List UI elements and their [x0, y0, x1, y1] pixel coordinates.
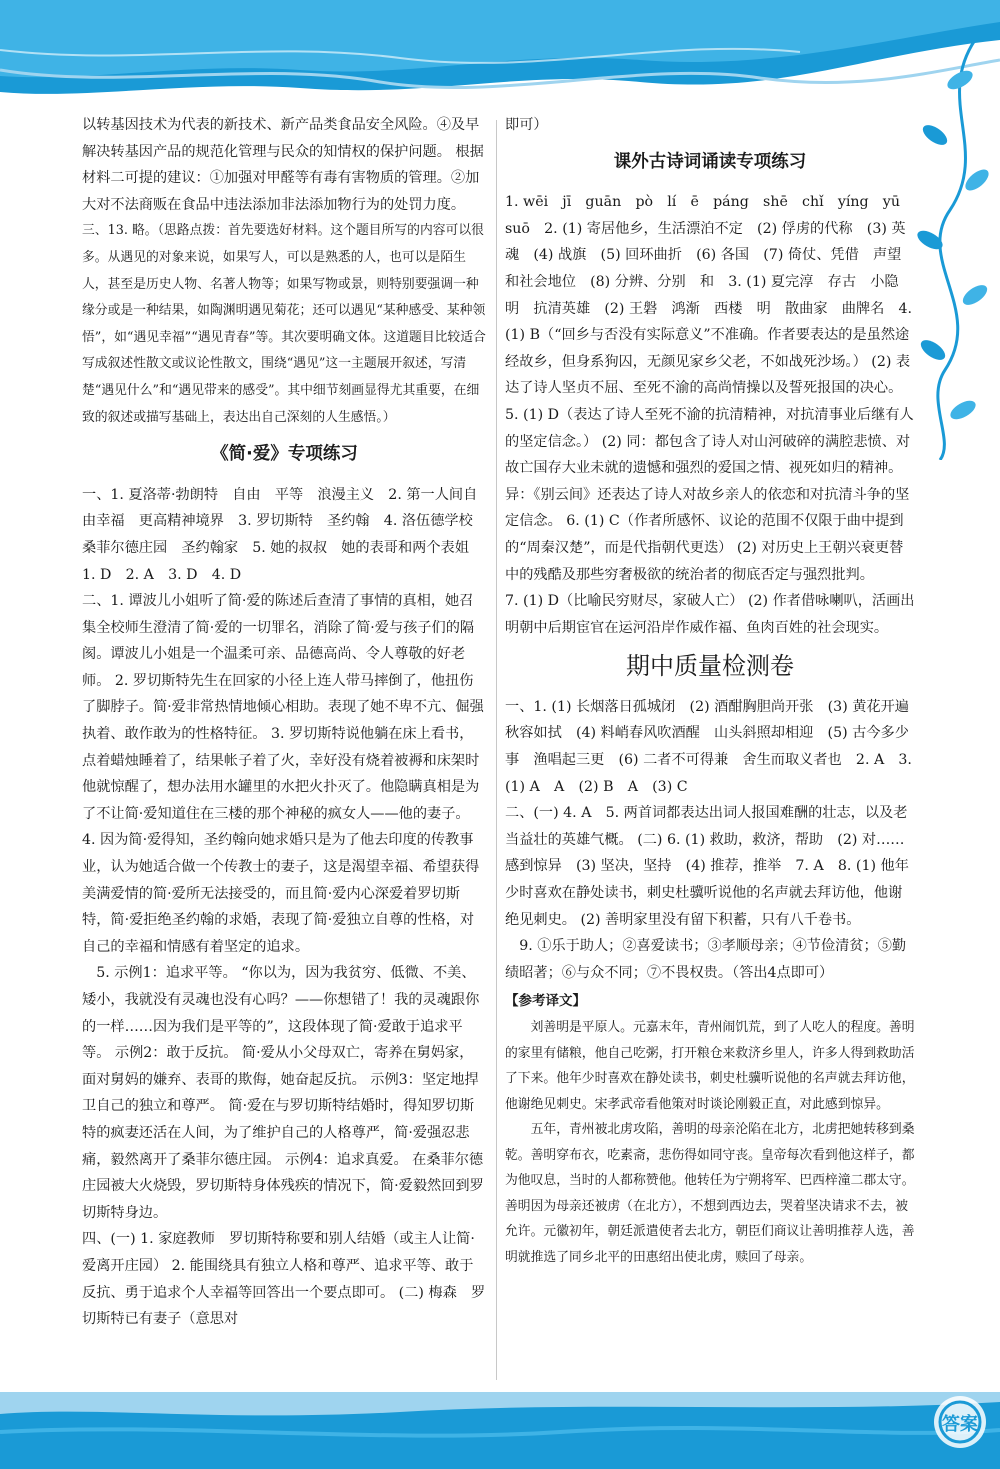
badge-text: 答案 [942, 1414, 978, 1435]
right-column [505, 112, 924, 1270]
left-paragraph-5: 二、1. 谭波儿小姐听了简·爱的陈述后查清了事情的真相，她召集全校师生澄清了简·爱的一切罪名，消除了简·爱与孩子们的隔阂。谭波儿小姐是一个温柔可亲、品德高尚、令人尊敬的好老师。 2. 罗切斯特先生在回家的小径上连人带马摔倒了，他扭伤了脚脖子。简·爱非常热情地倾心相助。表现了她不卑不亢、倔强执着、敢作敢为的性格特征。 3. 罗切斯特说他躺在床上看书，点着蜡烛睡着了，结果帐子着了火，幸好没有烧着被褥和床架时他就惊醒了，想办法用水罐里的水把火扑灭了。他隐瞒真相是为了不让简·爱知道住在三楼的那个神秘的疯女人——他的妻子。 4. 因为简·爱得知，圣约翰向她求婚只是为了他去印度的传教事业，认为她适合做一个传教士的妻子，这是渴望幸福、希望获得美满爱情的简·爱所无法接受的，而且简·爱内心深爱着罗切斯特，简·爱拒绝圣约翰的求婚，表现了简·爱独立自尊的性格，对自己的幸福和情感有着坚定的追求。 [82, 593, 484, 955]
right-paragraph-1: 1. wēi jī guān pò lí ē páng shē chǐ yíng yū suō 2. (1) 寄居他乡，生活漂泊不定 (2) 俘虏的代称 (3) 英魂 (4) 战旗 (5) 回环曲折 (6) 各国 (7) 倚仗、凭借 声望和社会地位 (8) 分辨、分别 和 3. (1) 夏完淳 存古 小隐 明 抗清英雄 (2) 王磐 鸿渐 西楼 明 散曲家 曲牌名 4. (1) B（“回乡与否没有实际意义”不准确。作者要表达的是虽然途经故乡，但身系狗囚，无颜见家乡父老，不如战死沙场。） (2) 表达了诗人坚贞不屈、至死不渝的高尚情操以及誓死报国的决心。 5. (1) D（表达了诗人至死不渝的抗清精神，对抗清事业后继有人的坚定信念。） (2) 同：都包含了诗人对山河破碎的满腔悲愤、对故亡国存大业未就的遗憾和强烈的爱国之情、视死如归的精神。 异：《别云间》还表达了诗人对故乡亲人的依恋和对抗清斗争的坚定信念。 6. (1) C（作者所感怀、议论的范围不仅限于曲中提到的“周秦汉楚”，而是代指朝代更迭） (2) 对历史上王朝兴衰更替中的残酷及那些穷奢极欲的统治者的彻底否定与强烈批判。 [505, 194, 917, 583]
left-paragraph-3: 一、1. 夏洛蒂·勃朗特 自由 平等 浪漫主义 2. 第一人间自由幸福 更高精神境界 3. 罗切斯特 圣约翰 4. 洛伍德学校 桑菲尔德庄园 圣约翰家 5. 她的叔叔 她的表哥和两个表姐 [82, 486, 487, 556]
reference-translation-title: 【参考译文】 [505, 993, 586, 1010]
right-paragraph-4: 二、(一) 4. A 5. 两首词都表达出词人报国难酬的壮志，以及老当益壮的英雄气概。 (二) 6. (1) 救助，救济，帮助 (2) 对……感到惊异 (3) 坚决，坚持 (4) 推荐，推举 7. A 8. (1) 他年少时喜欢在静处读书，刺史杜骥听说他的名声就去拜访他，他谢绝见刺史。 (2) 善明家里没有留下积蓄，只有八千卷书。 [505, 805, 909, 928]
left-paragraph-4: 1. D 2. A 3. D 4. D [82, 566, 242, 583]
answer-badge [810, 1392, 1000, 1462]
left-paragraph-7: 四、(一) 1. 家庭教师 罗切斯特称要和别人结婚（或主人让简·爱离开庄园） 2. 能围绕具有独立人格和尊严、追求平等、敢于反抗、勇于追求个人幸福等回答出一个要点即可。 (二) 梅森 罗切斯特已有妻子（意思对 [82, 1231, 486, 1328]
left-paragraph-1: 以转基因技术为代表的新技术、新产品类食品安全风险。④及早解决转基因产品的规范化管理与民众的知情权的保护问题。 根据材料二可提的建议：①加强对甲醛等有毒有害物质的管理。②加大对不法商贩在食品中违法添加非法添加物行为的处罚力度。 [82, 117, 484, 213]
top-wave-banner [0, 0, 1000, 110]
section-title-jane-eyre: 《简·爱》专项练习 [211, 444, 358, 465]
section-title-midterm: 期中质量检测卷 [626, 652, 794, 681]
left-paragraph-2: 三、13. 略。（思路点拨：首先要选好材料。这个题目所写的内容可以很多。从遇见的对象来说，如果写人，可以是熟悉的人，也可以是陌生人，甚至是历史人物、名著人物等；如果写物或景，则特别要强调一种缘分或是一种结果，如陶渊明遇见菊花；还可以遇见“某种感受、某种领悟”，如“遇见幸福”“遇见青春”等。其次要明确文体。这道题目比较适合写成叙述性散文或议论性散文，围绕“遇见”这一主题展开叙述，写清楚“遇见什么”和“遇见带来的感受”。其中细节刻画显得尤其重要，在细致的叙述或描写基础上，表达出自己深刻的人生感悟。） [82, 223, 486, 425]
translation-paragraph-2: 五年，青州被北虏攻陷，善明的母亲沦陷在北方，北虏把她转移到桑乾。善明穿布衣，吃素斋，悲伤得如同守丧。皇帝每次看到他这样子，都为他叹息，当时的人都称赞他。他转任为宁朔将军、巴西梓潼二郡太守。善明因为母亲还被虏（在北方），不想到西边去，哭着坚决请求不去，被允许。元徽初年，朝廷派遣使者去北方，朝臣们商议让善明推荐人选，善明就推选了同乡北平的田惠绍出使北虏，赎回了母亲。 [505, 1122, 915, 1265]
right-paragraph-3: 一、1. (1) 长烟落日孤城闭 (2) 酒酣胸胆尚开张 (3) 黄花开遍 秋容如拭 (4) 料峭春风吹酒醒 山头斜照却相迎 (5) 古今多少事 渔唱起三更 (6) 二者不可得兼 舍生而取义者也 2. A 3. (1) A A (2) B A (3) C [505, 698, 924, 795]
right-paragraph-5: 9. ①乐于助人；②喜爱读书；③孝顺母亲；④节俭清贫；⑤勤绩昭著；⑥与众不同；⑦不畏权贵。（答出4点即可） [505, 938, 907, 981]
column-divider [496, 120, 497, 1380]
translation-paragraph-1: 刘善明是平原人。元嘉末年，青州闹饥荒，到了人吃人的程度。善明的家里有储粮，他自己吃粥，打开粮仓来救济乡里人，许多人得到救助活了下来。他年少时喜欢在静处读书，刺史杜骥听说他的名声就去拜访他，他谢绝见刺史。宋孝武帝看他策对时谈论刚毅正直，对此感到惊异。 [505, 1020, 915, 1112]
left-paragraph-6: 5. 示例1：追求平等。 “你以为，因为我贫穷、低微、不美、矮小，我就没有灵魂也没有心吗？——你想错了！我的灵魂跟你的一样……因为我们是平等的”，这段体现了简·爱敢于追求平等。 示例2：敢于反抗。 简·爱从小父母双亡，寄养在舅妈家，面对舅妈的嫌弃、表哥的欺侮，她奋起反抗。 示例3：坚定地捍卫自己的独立和尊严。 简·爱在与罗切斯特结婚时，得知罗切斯特的疯妻还活在人间，为了维护自己的人格尊严，简·爱强忍悲痛，毅然离开了桑菲尔德庄园。 示例4：追求真爱。 在桑菲尔德庄园被大火烧毁，罗切斯特身体残疾的情况下，简·爱毅然回到罗切斯特身边。 [82, 965, 484, 1221]
left-column [82, 112, 487, 1333]
right-paragraph-0: 即可） [505, 117, 548, 133]
vine-decoration [905, 40, 1000, 460]
right-paragraph-2: 7. (1) D（比喻民穷财尽，家破人亡） (2) 作者借咏喇叭，活画出明朝中后期宦官在运河沿岸作威作福、鱼肉百姓的社会现实。 [505, 593, 915, 636]
section-title-poetry: 课外古诗词诵读专项练习 [613, 151, 807, 172]
